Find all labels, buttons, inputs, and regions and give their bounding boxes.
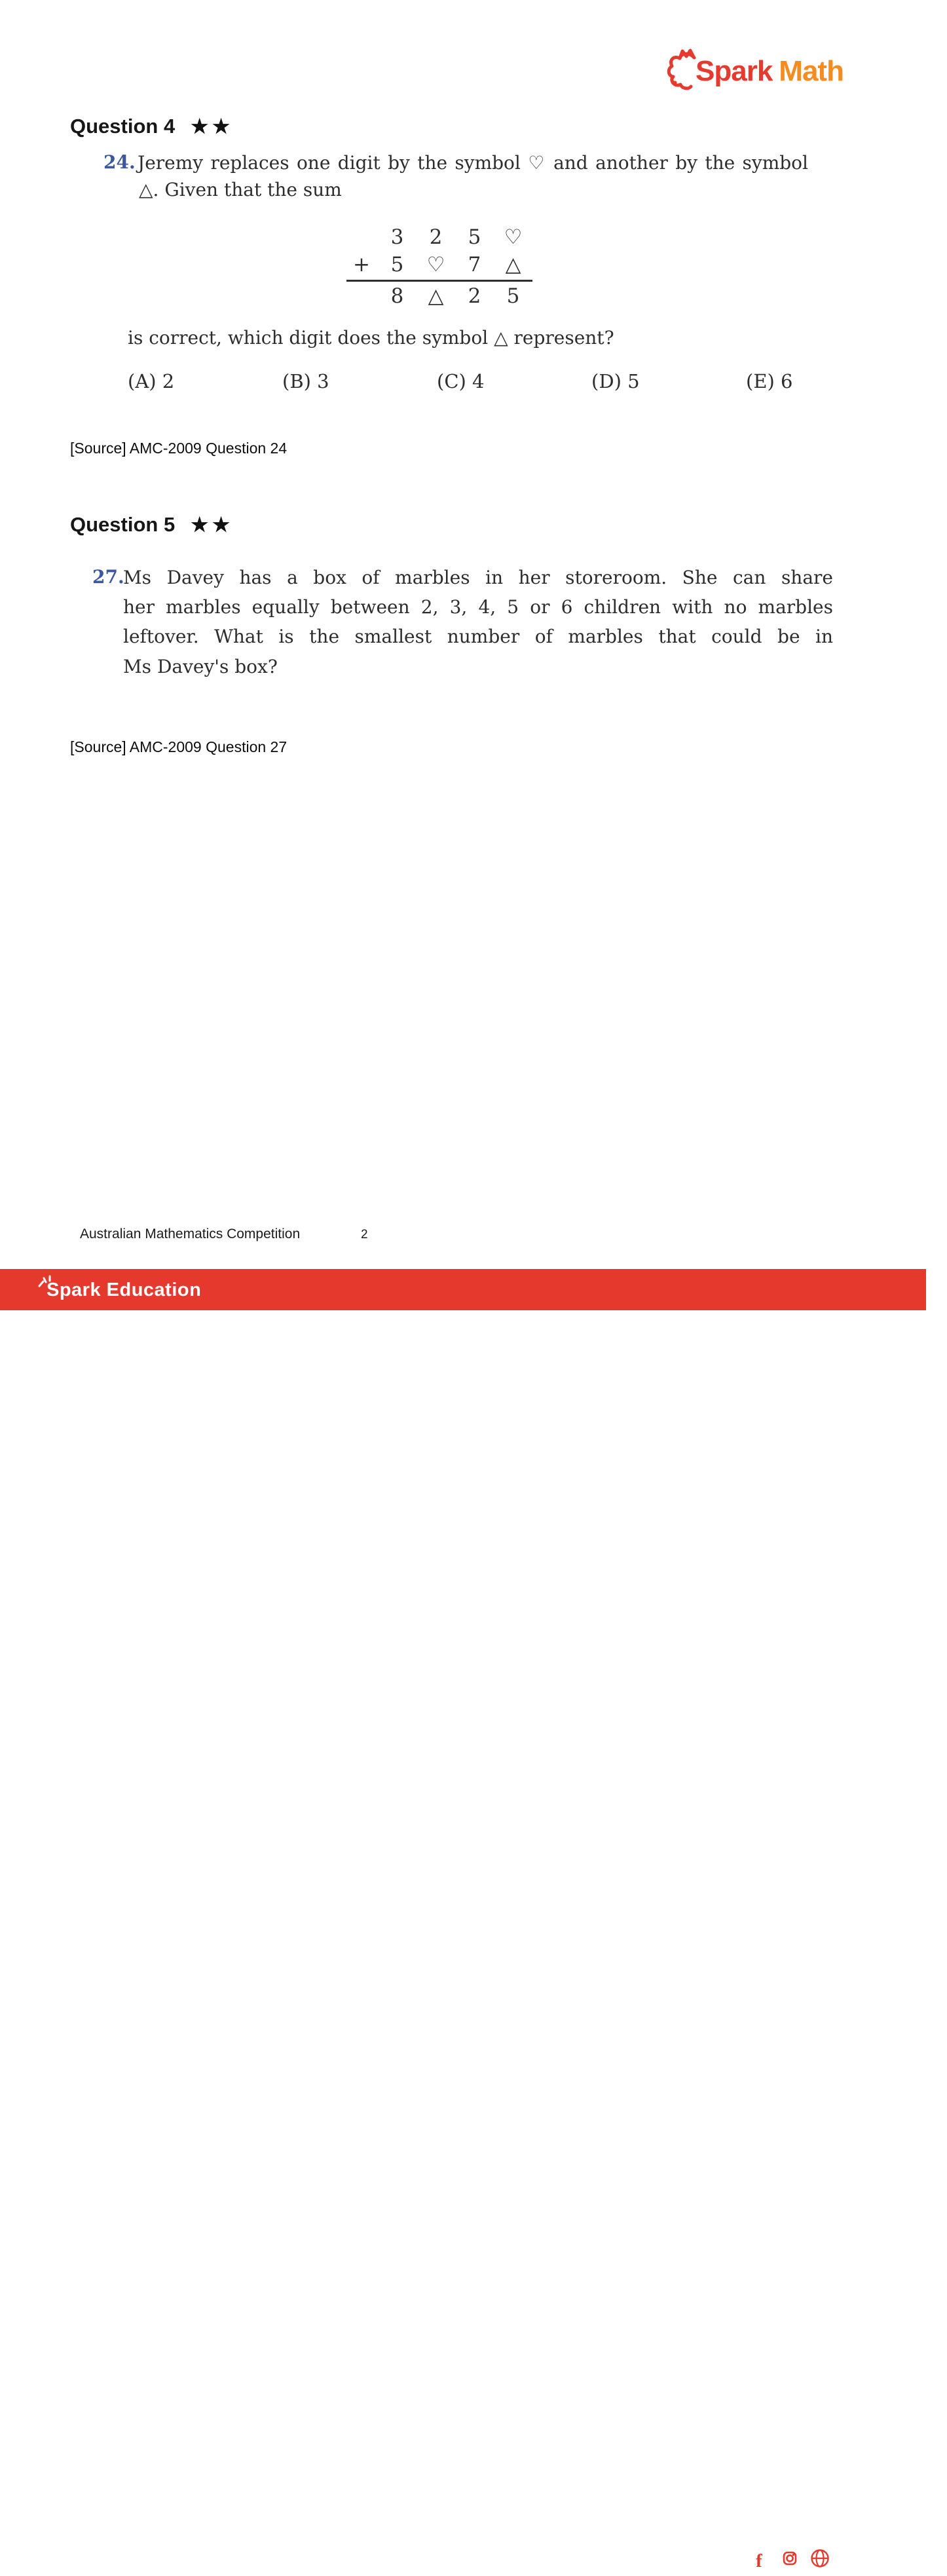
plus-sign: +	[353, 253, 370, 276]
problem-27-line-2: her marbles equally between 2, 3, 4, 5 or 6 children with no marbles	[123, 596, 833, 618]
sum-cell: 2	[468, 284, 481, 308]
sum-cell: 7	[468, 253, 481, 276]
globe-icon	[808, 2546, 832, 2571]
sum-cell: 5	[468, 225, 481, 249]
facebook-icon	[747, 2546, 771, 2571]
social-handle: @sparkedu.sg	[839, 2550, 947, 2567]
problem-27-line-1: Ms Davey has a box of marbles in her storeroom. She can share	[123, 567, 833, 588]
spark-education-label: Spark Education	[46, 1279, 202, 1300]
question-5-star-rating: ★★	[191, 514, 234, 536]
source-label-q5: [Source] AMC-2009 Question 27	[70, 738, 288, 755]
sum-row-2	[345, 251, 532, 278]
answer-option-a: (A) 2	[128, 370, 175, 392]
problem-27-line-3: leftover. What is the smallest number of marbles that could be in	[123, 626, 833, 647]
sum-cell: 3	[390, 225, 404, 249]
spark-math-logo	[665, 46, 862, 92]
question-5-title: Question 5	[70, 513, 176, 536]
problem-24-question-line: is correct, which digit does the symbol △ represent?	[128, 327, 614, 349]
problem-24-line-1: Jeremy replaces one digit by the symbol ♡ and another by the symbol	[138, 152, 808, 174]
column-addition	[345, 223, 532, 310]
brand-text	[696, 55, 844, 88]
sum-cell: 2	[429, 225, 443, 249]
bottom-brand-bar	[0, 1269, 947, 2571]
sum-row-3	[345, 282, 532, 310]
brand-math: Math	[779, 55, 844, 87]
sum-cell: 5	[390, 253, 404, 276]
sum-rule-line	[346, 280, 532, 282]
answer-option-e: (E) 6	[746, 370, 793, 392]
question-4-star-rating: ★★	[191, 116, 234, 138]
source-label-q4: [Source] AMC-2009 Question 24	[70, 440, 288, 457]
footer-competition-label: Australian Mathematics Competition	[80, 1226, 301, 1241]
page-number: 2	[361, 1228, 368, 1241]
problem-24-number: 24.	[103, 151, 136, 173]
instagram-icon	[777, 2546, 802, 2571]
heart-symbol: ♡	[426, 253, 445, 276]
question-5-heading	[70, 513, 234, 537]
question-4-heading	[70, 115, 234, 138]
problem-27-line-4: Ms Davey's box?	[123, 656, 278, 677]
sum-cell: 8	[390, 284, 404, 308]
facebook-glyph: f	[756, 2550, 762, 2571]
heart-symbol: ♡	[504, 225, 523, 249]
question-4-title: Question 4	[70, 115, 176, 138]
brand-spark: Spark	[696, 55, 773, 87]
answer-option-c: (C) 4	[437, 370, 485, 392]
triangle-symbol: △	[505, 253, 521, 276]
answer-option-d: (D) 5	[591, 370, 640, 392]
problem-24-line-2: △. Given that the sum	[139, 179, 342, 200]
sum-cell: 5	[506, 284, 520, 308]
answer-option-b: (B) 3	[282, 370, 329, 392]
sum-row-1	[345, 223, 532, 251]
problem-27-number: 27.	[92, 566, 124, 588]
triangle-symbol: △	[428, 284, 444, 308]
